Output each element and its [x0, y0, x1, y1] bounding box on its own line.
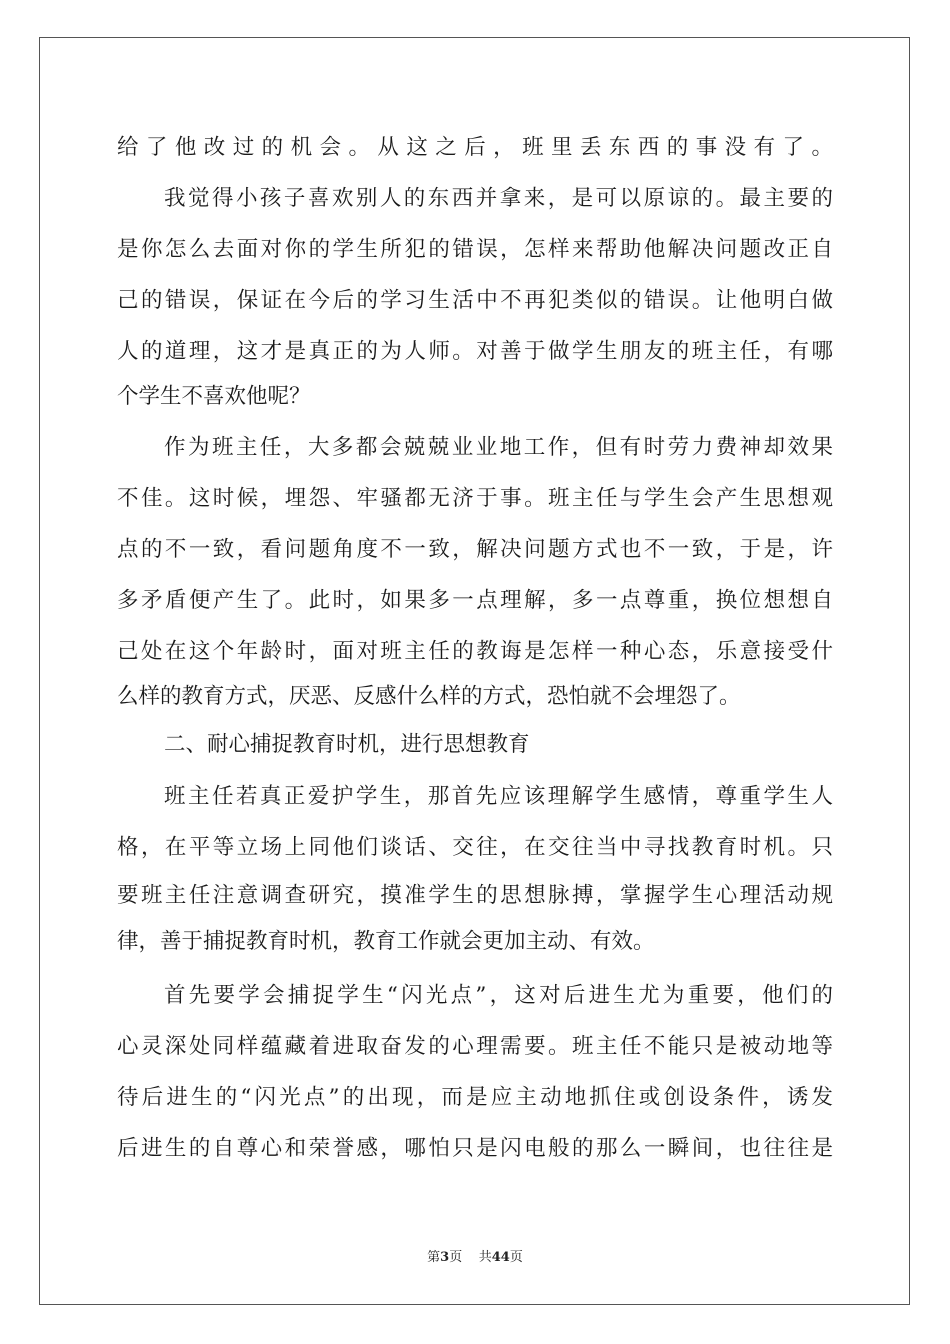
text-line: 律，善于捕捉教育时机，教育工作就会更加主动、有效。: [117, 929, 655, 954]
text-line: 多矛盾便产生了。此时，如果多一点理解，多一点尊重，换位想想自: [117, 588, 833, 613]
current-page-number: 3: [440, 1250, 450, 1265]
page-footer: [0, 1246, 950, 1265]
text-line: 我觉得小孩子喜欢别人的东西并拿来，是可以原谅的。最主要的: [164, 186, 833, 211]
section-heading: 二、耐心捕捉教育时机，进行思想教育: [164, 732, 530, 757]
text-line: 班主任若真正爱护学生，那首先应该理解学生感情，尊重学生人: [164, 784, 833, 809]
text-line: 给了他改过的机会。从这之后，班里丢东西的事没有了。: [117, 135, 833, 160]
text-line: 要班主任注意调查研究，摸准学生的思想脉搏，掌握学生心理活动规: [117, 883, 833, 908]
text-line: 己的错误，保证在今后的学习生活中不再犯类似的错误。让他明白做: [117, 288, 833, 313]
text-line: 么样的教育方式，厌恶、反感什么样的方式，恐怕就不会埋怨了。: [117, 684, 741, 709]
footer-middle: 页 共: [449, 1250, 492, 1265]
text-line: 心灵深处同样蕴藏着进取奋发的心理需要。班主任不能只是被动地等: [117, 1034, 833, 1059]
text-line: 个学生不喜欢他呢？: [117, 384, 311, 409]
text-line: 首先要学会捕捉学生“闪光点”，这对后进生尤为重要，他们的: [164, 983, 833, 1008]
text-line: 己处在这个年龄时，面对班主任的教诲是怎样一种心态，乐意接受什: [117, 639, 833, 664]
text-line: 格，在平等立场上同他们谈话、交往，在交往当中寻找教育时机。只: [117, 835, 833, 860]
text-line: 是你怎么去面对你的学生所犯的错误，怎样来帮助他解决问题改正自: [117, 237, 833, 262]
text-line: 点的不一致，看问题角度不一致，解决问题方式也不一致，于是，许: [117, 537, 833, 562]
text-line: 后进生的自尊心和荣誉感，哪怕只是闪电般的那么一瞬间，也往往是: [117, 1136, 833, 1161]
text-line: 待后进生的“闪光点”的出现，而是应主动地抓住或创设条件，诱发: [117, 1085, 833, 1110]
footer-prefix: 第: [427, 1250, 441, 1265]
text-line: 作为班主任，大多都会兢兢业业地工作，但有时劳力费神却效果: [164, 435, 833, 460]
footer-suffix: 页: [509, 1250, 523, 1265]
total-pages-number: 44: [491, 1250, 510, 1265]
text-line: 不佳。这时候，埋怨、牢骚都无济于事。班主任与学生会产生思想观: [117, 486, 833, 511]
text-line: 人的道理，这才是真正的为人师。对善于做学生朋友的班主任，有哪: [117, 339, 833, 364]
